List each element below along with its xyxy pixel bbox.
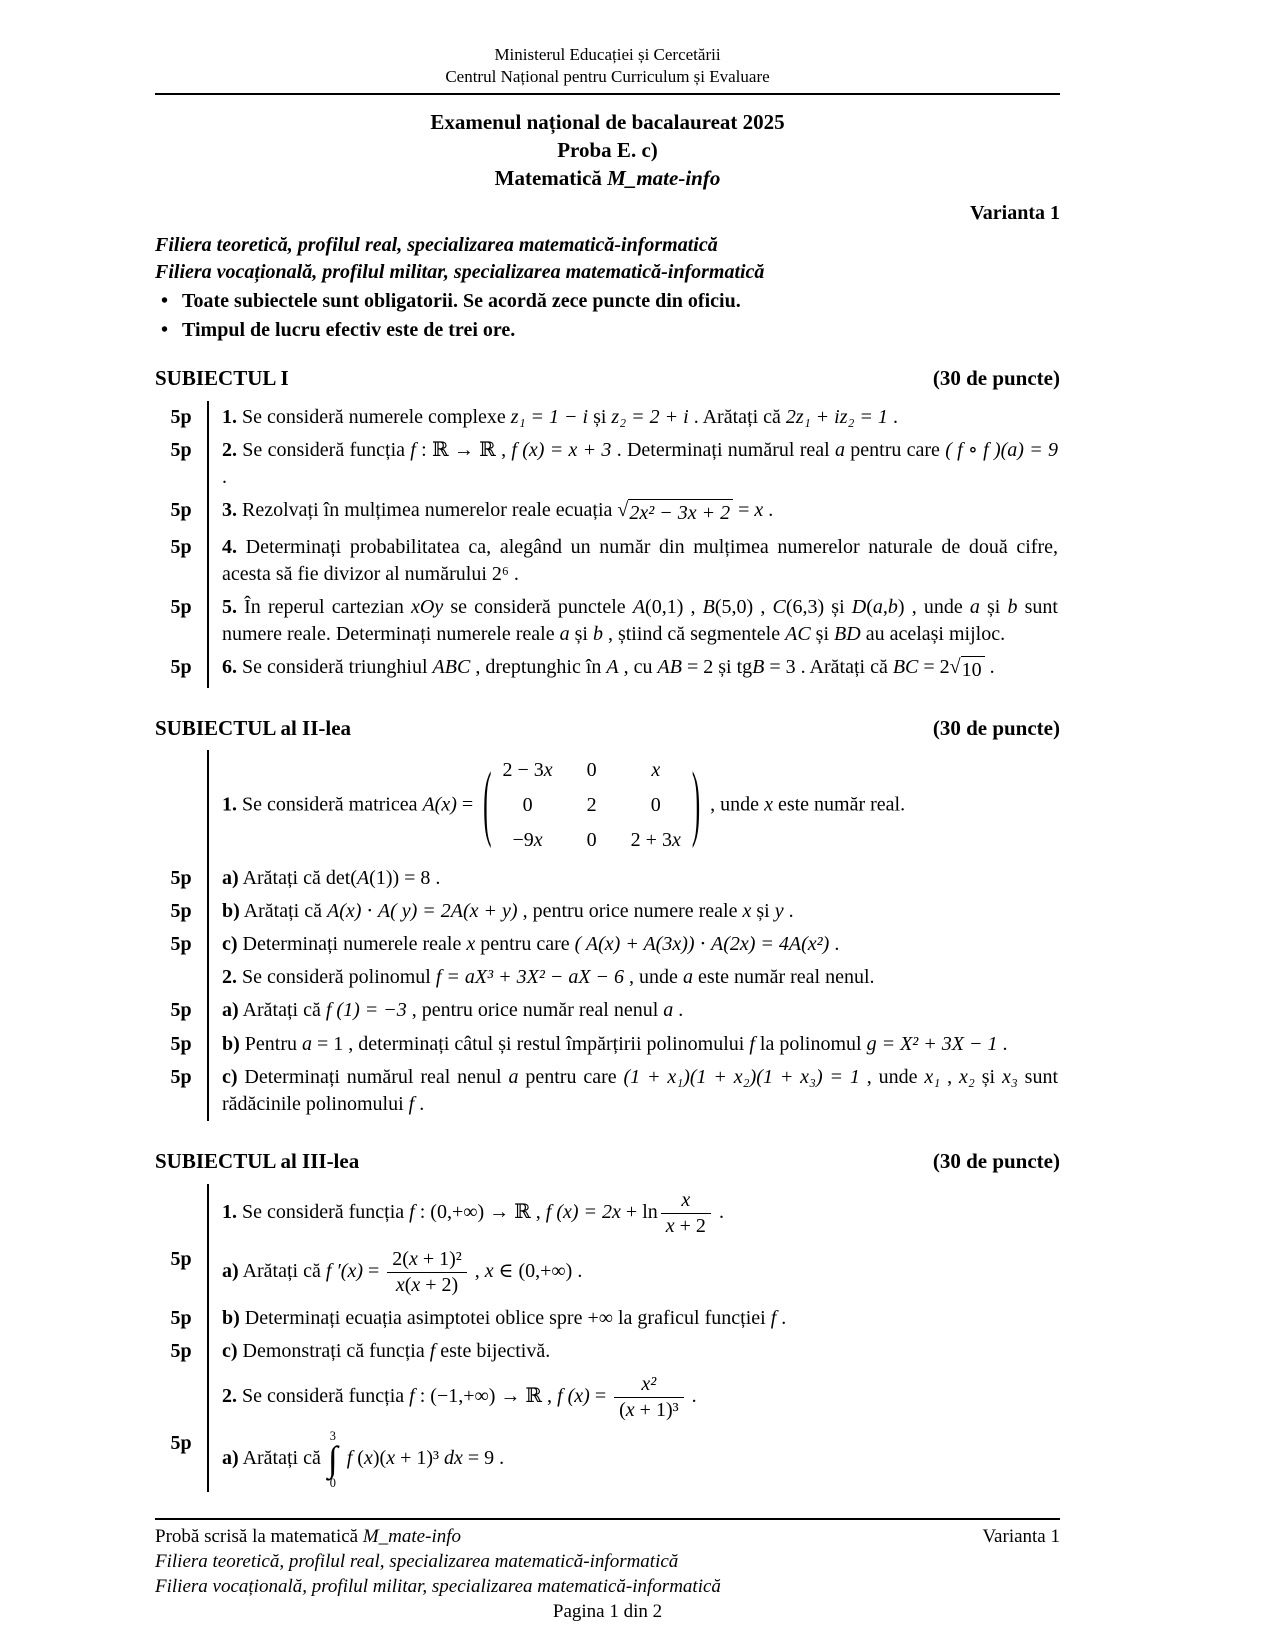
subject-3-header (155, 1147, 1060, 1176)
math-italic: xOy (411, 595, 444, 618)
bold-label: a) (222, 1447, 239, 1470)
integral-lower-bound: 0 (329, 1475, 336, 1490)
exam-proba: Proba E. c) (557, 137, 658, 162)
math-italic: 2x² − 3x + 2 (629, 502, 731, 525)
question-content: a) Arătați că 3 ∫ 0 f (x)(x + 1)³ dx = 9 . (207, 1427, 1060, 1492)
subject-1-title: SUBIECTUL I (155, 366, 289, 391)
instruction-text-2: Timpul de lucru efectiv este de trei ore. (182, 319, 516, 342)
bold-label: 5. (222, 595, 237, 618)
question-row (155, 1335, 1060, 1368)
math-italic: z₁ = 1 − i (510, 405, 589, 428)
math-italic: x (764, 793, 773, 816)
question-row (155, 1061, 1060, 1121)
math-italic: B (752, 656, 765, 679)
question-row (155, 961, 1060, 994)
subject-1 (155, 344, 1060, 687)
question-row (155, 531, 1060, 591)
math-italic: f (409, 1385, 415, 1408)
math-italic: f (x) = 2x (545, 1200, 621, 1223)
subject-2 (155, 694, 1060, 1122)
math-italic: x₂ (959, 1065, 975, 1088)
fraction (661, 1189, 711, 1238)
points-label: 5p (170, 1247, 192, 1270)
points-label: 5p (170, 656, 192, 679)
matrix-open-paren: ( (483, 758, 492, 851)
bold-label: a) (222, 866, 239, 889)
bold-label: b) (222, 1306, 240, 1329)
bold-label: 1. (222, 405, 237, 428)
question-row (155, 895, 1060, 928)
matrix-cell: 2 + 3x (630, 829, 681, 852)
denominator: (x + 1)³ (619, 1399, 679, 1422)
matrix-cell: −9x (512, 829, 543, 852)
question-row (155, 750, 1060, 862)
bold-label: 2. (222, 439, 237, 462)
math-italic: f = aX³ + 3X² − aX − 6 (435, 966, 625, 989)
math-italic: x (484, 1259, 494, 1282)
question-row (155, 1028, 1060, 1061)
math-italic: x (651, 759, 661, 782)
bold-label: a) (222, 999, 239, 1022)
points-label (155, 750, 207, 862)
question-content: 3. Rezolvați în mulțimea numerelor reale ecuația √ 2x² − 3x + 2 = x . (207, 494, 1060, 530)
question-content: c) Demonstrați că funcția f este bijectivă. (207, 1335, 1060, 1368)
points-label: 5p (170, 595, 192, 618)
question-content: 2. Se consideră funcția f : (−1,+∞) → ℝ , f (x) = $\frac{\text{x²}}{\text{(x + 1)³}}$ . (207, 1368, 1060, 1427)
bold-label: c) (222, 933, 238, 955)
denominator: x + 2 (665, 1214, 706, 1237)
math-italic: x (395, 1273, 405, 1296)
points-label: 5p (170, 1432, 192, 1455)
question-content: c) Determinați numărul real nenul a pentru care (1 + x₁)(1 + x₂)(1 + x₃) = 1 , unde x₁ , x₂ și x₃ sunt rădăcinile polinomului f . (207, 1061, 1060, 1121)
bold-label: 3. (222, 499, 237, 522)
math-italic: f (x) = x + 3 (511, 439, 612, 462)
question-row (155, 1427, 1060, 1492)
question-row (155, 994, 1060, 1027)
math-italic: a (508, 1065, 519, 1088)
question-content: 5. În reperul cartezian xOy se consideră punctele A(0,1) , B(5,0) , C(6,3) și D(a,b) , unde a și b sunt numere reale. Determinați numerele reale a și b , știind că segmentele AC și BD au același mijloc. (207, 591, 1060, 651)
points-label: 5p (170, 1339, 192, 1362)
ministry-line1: Ministerul Educației și Cercetării (494, 45, 721, 64)
math-italic: a (663, 999, 674, 1022)
subject-2-header (155, 714, 1060, 743)
math-italic: ( A(x) + A(3x)) ⋅ A(2x) = 4A(x²) (574, 933, 830, 955)
math-italic: f (1) = −3 (325, 999, 407, 1022)
bold-label: 2. (222, 966, 237, 989)
bold-label: b) (222, 1032, 240, 1055)
math-italic: A(x) (422, 793, 457, 816)
question-row (155, 1184, 1060, 1243)
question-row (155, 434, 1060, 494)
subject-3-points: (30 de puncte) (932, 1149, 1060, 1174)
question-content: a) Arătați că f ′(x) = $\frac{\text{2(x + 1)²}}{x(x + 2)}$ , x ∈ (0,+∞) . (207, 1243, 1060, 1302)
subject-3 (155, 1127, 1060, 1492)
subject-2-rows (155, 750, 1060, 1121)
math-italic: x (754, 499, 764, 522)
math-italic: z₂ = 2 + i (611, 405, 689, 428)
question-content: 2. Se consideră funcția f : ℝ → ℝ , f (x) = x + 3 . Determinați numărul real a pentru care ( f ∘ f )(a) = 9 . (207, 434, 1060, 494)
integral (328, 1430, 338, 1489)
title-block (155, 109, 1060, 192)
radicand (628, 499, 733, 527)
matrix-cell (631, 757, 681, 784)
bold-label: 2. (222, 1385, 237, 1408)
bold-label: b) (222, 899, 240, 922)
math-italic: x (363, 1447, 373, 1470)
math-italic: x (543, 759, 553, 782)
subject-1-header (155, 364, 1060, 393)
math-italic: x₃ (1001, 1065, 1018, 1088)
question-content: a) Arătați că f (1) = −3 , pentru orice număr real nenul a . (207, 994, 1060, 1027)
points-label: 5p (170, 866, 192, 889)
question-content: 1. Se consideră funcția f : (0,+∞) → ℝ , f (x) = 2x + ln $\frac{x}{x + 2}$ . (207, 1184, 1060, 1243)
fraction (387, 1248, 467, 1297)
math-italic: x₁ (924, 1065, 941, 1088)
math-italic: x (625, 1399, 635, 1422)
bold-label: 1. (222, 1200, 237, 1223)
math-italic: y (774, 899, 784, 922)
math-italic: (1 + x₁)(1 + x₂)(1 + x₃) = 1 (623, 1065, 860, 1088)
question-content: 4. Determinați probabilitatea ca, alegând un număr din mulțimea numerelor naturale de două cifre, acesta să fie divizor al numărului 2⁶ . (207, 531, 1060, 591)
instruction-text-1: Toate subiectele sunt obligatorii. Se acordă zece puncte din oficiu. (182, 289, 741, 312)
denominator: x(x + 2) (395, 1273, 459, 1296)
bullet-icon (161, 317, 168, 344)
filiera-line-2: Filiera vocațională, profilul militar, specializarea matematică-informatică (155, 260, 765, 283)
points-label: 5p (170, 1032, 192, 1055)
exam-subject-prefix: Matematică (494, 165, 608, 190)
question-content: b) Determinați ecuația asimptotei oblice spre +∞ la graficul funcției f . (207, 1302, 1060, 1335)
math-italic: a (682, 966, 693, 989)
math-italic: x (408, 1247, 418, 1270)
math-italic: f (410, 439, 416, 462)
instruction-bullet-1 (155, 288, 1060, 315)
matrix-cell: 0 (586, 829, 597, 852)
math-italic: AC (785, 623, 811, 646)
matrix-cell: 0 (586, 759, 597, 782)
footer-filiera-1: Filiera teoretică, profilul real, specializarea matematică-informatică (155, 1550, 679, 1572)
math-italic: A (356, 866, 370, 889)
integral-sign: ∫ (327, 1439, 338, 1480)
math-italic: f (409, 1200, 415, 1223)
math-italic: a (559, 623, 570, 646)
subject-2-points: (30 de puncte) (932, 715, 1060, 740)
ministry-line2: Centrul Național pentru Curriculum și Evaluare (445, 67, 770, 87)
question-content: 2. Se consideră polinomul f = aX³ + 3X² − aX − 6 , unde a este număr real nenul. (207, 961, 1060, 994)
fraction (614, 1373, 684, 1422)
filiera-line-1: Filiera teoretică, profilul real, specializarea matematică-informatică (155, 233, 718, 256)
question-row (155, 928, 1060, 961)
subject-2-title: SUBIECTUL al II-lea (155, 715, 352, 740)
bold-label: 4. (222, 535, 237, 558)
footer-exam-name (155, 1524, 461, 1549)
math-italic: f (x) (557, 1385, 590, 1408)
points-label (155, 1184, 207, 1243)
math-italic: x (466, 933, 476, 955)
footer-line-1 (155, 1524, 1060, 1549)
matrix-cell: 0 (522, 794, 533, 817)
radical-sign: √ (949, 656, 961, 679)
numerator (661, 1189, 711, 1214)
question-row (155, 401, 1060, 434)
math-italic: ABC (432, 656, 471, 679)
math-italic: C (772, 595, 786, 618)
subject-1-points: (30 de puncte) (932, 366, 1060, 391)
math-italic: 2z₁ + iz₂ = 1 (785, 405, 888, 428)
math-italic: x (533, 829, 543, 852)
bold-label: 6. (222, 656, 237, 679)
question-row (155, 651, 1060, 687)
exam-subject-line (155, 165, 1060, 193)
matrix-close-paren: ) (691, 758, 701, 851)
math-italic: A (632, 595, 646, 618)
matrix-cells (495, 757, 689, 855)
question-content: b) Arătați că A(x) ⋅ A( y) = 2A(x + y) , pentru orice numere reale x și y . (207, 895, 1060, 928)
header-rule (155, 93, 1060, 95)
math-italic: A (606, 656, 619, 679)
math-italic: f (408, 1092, 415, 1115)
question-content: 6. Se consideră triunghiul ABC , dreptunghic în A , cu AB = 2 și tgB = 3 . Arătați că BC = 2 √ 10 . (207, 651, 1060, 687)
radicand: 10 (961, 656, 985, 684)
points-label: 5p (170, 1065, 192, 1088)
radical-sign: √ (617, 499, 629, 522)
math-italic: f (429, 1339, 436, 1362)
matrix (480, 757, 703, 855)
numerator: 2(x + 1)² (387, 1248, 467, 1273)
math-italic: D (851, 595, 867, 618)
math-italic: b (1007, 595, 1018, 618)
math-italic: a (872, 595, 883, 618)
points-label: 5p (170, 499, 192, 522)
math-italic: x (665, 1214, 675, 1237)
math-italic: x² (641, 1373, 657, 1396)
bold-label: a) (222, 1259, 239, 1282)
matrix-cell: 2 − 3x (502, 759, 553, 782)
math-italic: BD (834, 623, 861, 646)
math-italic: BC (892, 656, 919, 679)
bold-label: c) (222, 1065, 238, 1088)
instruction-bullet-2 (155, 317, 1060, 344)
exam-title: Examenul național de bacalaureat 2025 (430, 110, 785, 135)
question-content: 1. Se consideră matricea A(x) = ( 2 − 3x 0 x 0 2 0 −9x 0 2 + 3x ) , unde x este număr real. (207, 750, 1060, 862)
variant-label: Varianta 1 (970, 202, 1060, 225)
footer-variant: Varianta 1 (982, 1525, 1060, 1547)
question-content: 1. Se consideră numerele complexe z₁ = 1 − i și z₂ = 2 + i . Arătați că 2z₁ + iz₂ = 1 . (207, 401, 1060, 434)
square-root (617, 499, 733, 527)
math-italic: A(x) ⋅ A( y) = 2A(x + y) (326, 899, 518, 922)
question-content: a) Arătați că det(A(1)) = 8 . (207, 862, 1060, 895)
footer-page-number: Pagina 1 din 2 (552, 1600, 663, 1622)
bold-label: 1. (222, 793, 237, 816)
math-italic: x (671, 829, 681, 852)
ministry-header (155, 44, 1060, 88)
math-italic: x (681, 1188, 691, 1211)
points-label: 5p (170, 933, 192, 955)
question-content: b) Pentru a = 1 , determinați câtul și restul împărțirii polinomului f la polinomul g = X² + 3X − 1 . (207, 1028, 1060, 1061)
question-content: c) Determinați numerele reale x pentru care ( A(x) + A(3x)) ⋅ A(2x) = 4A(x²) . (207, 928, 1060, 961)
square-root (950, 656, 985, 684)
math-italic: b (592, 623, 603, 646)
math-italic: f (749, 1032, 755, 1055)
question-row (155, 494, 1060, 530)
points-label: 5p (170, 535, 192, 558)
points-label (155, 1368, 207, 1427)
math-italic: f (770, 1306, 777, 1329)
points-label (155, 961, 207, 994)
math-italic: x (411, 1273, 421, 1296)
integral-upper-bound: 3 (329, 1429, 336, 1444)
points-label: 5p (170, 439, 192, 462)
question-row (155, 1368, 1060, 1427)
subject-1-rows (155, 401, 1060, 688)
math-italic: b (887, 595, 898, 618)
question-row (155, 862, 1060, 895)
math-italic: f (346, 1447, 353, 1470)
subject-3-title: SUBIECTUL al III-lea (155, 1149, 360, 1174)
numerator (614, 1373, 684, 1398)
math-italic: a (834, 439, 845, 462)
math-italic: x (386, 1447, 396, 1470)
math-italic: g = X² + 3X − 1 (866, 1032, 998, 1055)
math-italic: x (742, 899, 752, 922)
exam-subject-code: M_mate-info (607, 165, 721, 190)
page-footer (155, 1518, 1060, 1624)
bullet-icon (161, 288, 168, 315)
subject-3-rows (155, 1184, 1060, 1492)
footer-exam-name-prefix: Probă scrisă la matematică (155, 1525, 363, 1547)
math-italic: AB (657, 656, 682, 679)
math-italic: B (702, 595, 715, 618)
math-italic: ( f ∘ f )(a) = 9 (945, 439, 1058, 462)
footer-exam-name-code: M_mate-info (362, 1525, 462, 1547)
points-label: 5p (170, 405, 192, 428)
math-italic: f ′(x) (325, 1259, 363, 1282)
points-label: 5p (170, 999, 192, 1022)
math-italic: a (969, 595, 980, 618)
points-label: 5p (170, 899, 192, 922)
question-row (155, 591, 1060, 651)
bold-label: c) (222, 1339, 238, 1362)
points-label: 5p (170, 1306, 192, 1329)
matrix-cell: 2 (586, 794, 597, 817)
footer-filiera-2: Filiera vocațională, profilul militar, specializarea matematică-informatică (155, 1575, 721, 1597)
math-italic: a (302, 1032, 313, 1055)
math-italic: dx (444, 1447, 463, 1470)
question-row (155, 1302, 1060, 1335)
question-row (155, 1243, 1060, 1302)
matrix-cell: 0 (650, 794, 661, 817)
